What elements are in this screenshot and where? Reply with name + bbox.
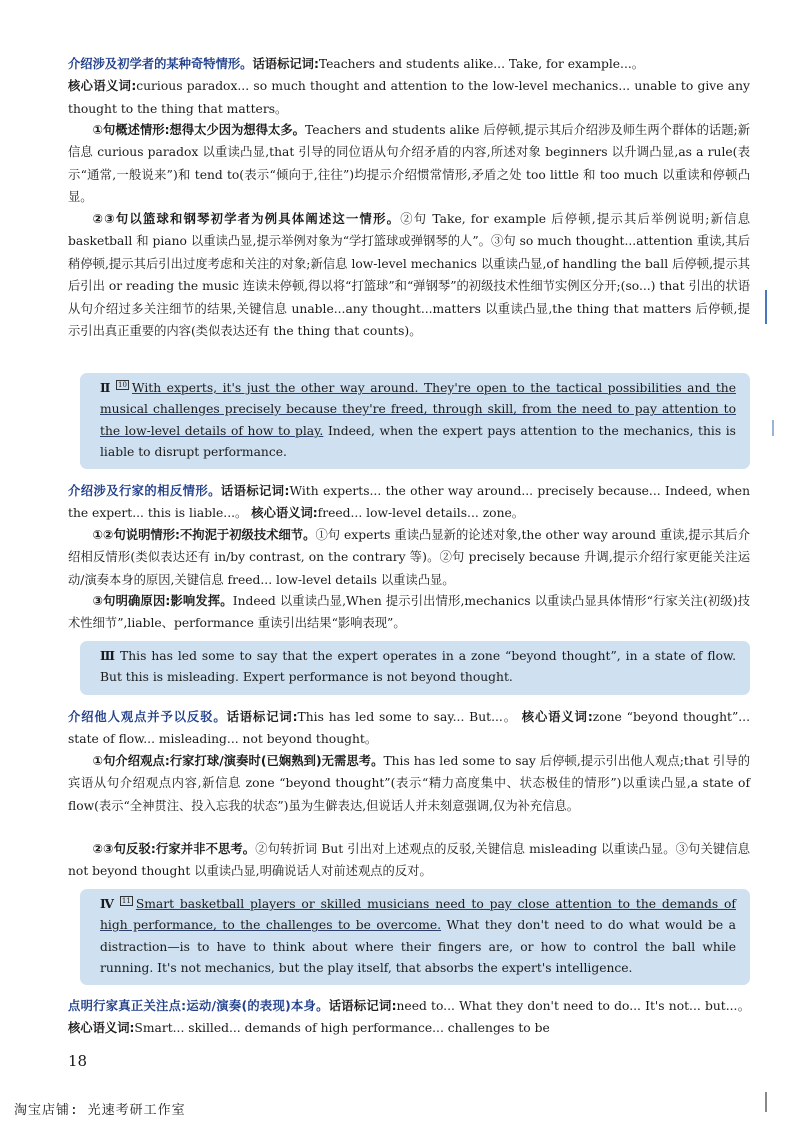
passage-text: What they don't need to do what would be a distraction—is to have to think about where their fingers are, or how to control the ball while running. It's not mechanics, but the play itself, that absorbs the expert's intelligence. xyxy=(100,918,736,976)
sentence-analysis-label: ③句明确原因:影响发挥。 xyxy=(92,594,233,608)
margin-mark xyxy=(765,1092,767,1112)
underlined-sentence: Smart basketball players or skilled musicians need to pay close attention to the demands of high performance, to the challenges to be overcome. xyxy=(100,897,736,933)
section-heading: 介绍涉及行家的相反情形。 xyxy=(68,484,221,498)
paragraph-3 xyxy=(68,208,750,342)
paragraph-1 xyxy=(68,53,750,120)
text: Teachers and students alike 后停顿,提示其后介绍涉及师生两个群体的话题;新信息 curious paradox 以重读凸显,that 引导的同位语从句介绍矛盾的内容,所述对象 beginners 以升调凸显,as a rule(表示“通常,一般说来”)和 tend to(表示“倾向于,往往”)均提示介绍惯常情形,矛盾之处 too little 和 too much 以重读和停顿凸显。 xyxy=(68,123,750,205)
text: With experts... the other way around... precisely because... Indeed, when the expert... this is liable...。 xyxy=(68,484,750,521)
paragraph-7 xyxy=(68,706,750,751)
section-heading: 点明行家真正关注点:运动/演奏(的表现)本身。 xyxy=(68,999,329,1013)
label: 话语标记词: xyxy=(226,710,298,724)
text: ②句 Take, for example 后停顿,提示其后举例说明;新信息 basketball 和 piano 以重读凸显,提示举例对象为“学打篮球或弹钢琴的人”。③句 so much thought...attention 重读,其后稍停顿,提示其后引出过度考虑和关注的对象;新信息 low-level mechanics 以重读凸显,of handling the ball 后停顿,提示其后引出 or reading the music 连读未停顿,得以将“打篮球”和“弹钢琴”的初级技术性细节实例区分开;(so...) that 引出的状语从句介绍过多关注细节的结果,关键信息 unable...any thought...matters 以重读凸显,the thing that matters 后停顿,提示引出真正重要的内容(类似表达还有 the thing that counts)。 xyxy=(68,212,751,339)
shop-watermark: 淘宝店铺: 光速考研工作室 xyxy=(14,1103,186,1118)
text: ②句转折词 But 引出对上述观点的反驳,关键信息 misleading 以重读凸显。③句关键信息 not beyond thought 以重读凸显,明确说话人对前述观点的反对。 xyxy=(68,842,750,879)
section-number: Ⅲ xyxy=(100,648,117,663)
passage-text: This has led some to say that the expert operates in a zone “beyond thought”, in a state of flow. But this is misleading. Expert performance is not beyond thought. xyxy=(100,649,736,685)
margin-mark xyxy=(765,290,767,324)
passage-box-3 xyxy=(80,641,750,695)
label: 核心语义词: xyxy=(251,506,318,521)
passage-text: Indeed, when the expert pays attention to the mechanics, this is liable to disrupt performance. xyxy=(100,423,736,460)
sentence-analysis-label: ①②句说明情形:不拘泥于初级技术细节。 xyxy=(92,528,316,542)
text: This has led some to say... But...。 xyxy=(297,710,517,724)
text: curious paradox... so much thought and attention to the low-level mechanics... unable to give any thought to the thing that matters。 xyxy=(68,79,751,116)
paragraph-4 xyxy=(68,480,750,525)
label: 核心语义词: xyxy=(68,1021,135,1036)
text: need to... What they don't need to do... It's not... but...。 xyxy=(396,999,751,1013)
question-marker: 10 xyxy=(118,381,127,389)
text: Teachers and students alike... Take, for example...。 xyxy=(318,57,645,71)
paragraph-10 xyxy=(68,995,750,1040)
paragraph-6 xyxy=(68,590,750,635)
text: This has led some to say 后停顿,提示引出他人观点;that 引导的宾语从句介绍观点内容,新信息 zone “beyond thought”(表示“精力高度集中、状态极佳的情形”)以重读凸显,a state of flow(表示“全神贯注、投入忘我的状态”)虽为生僻表达,但说话人并未刻意强调,仅为补充信息。 xyxy=(68,754,750,813)
label: 话语标记词: xyxy=(252,57,319,71)
page-number: 18 xyxy=(68,1052,88,1070)
sentence-analysis-label: ②③句反驳:行家并非不思考。 xyxy=(92,842,256,856)
paragraph-2 xyxy=(68,119,750,209)
label: 核心语义词: xyxy=(68,79,137,94)
label: 话语标记词: xyxy=(328,999,397,1013)
section-heading: 介绍他人观点并予以反驳。 xyxy=(68,710,227,724)
paragraph-9 xyxy=(68,838,750,883)
passage-box-2 xyxy=(80,373,750,469)
text: zone “beyond thought”... state of flow... misleading... not beyond thought。 xyxy=(68,710,750,747)
section-number: Ⅱ xyxy=(100,380,112,395)
text: Smart... skilled... demands of high performance... challenges to be xyxy=(134,1021,550,1036)
passage-box-4 xyxy=(80,889,750,985)
margin-mark xyxy=(772,420,774,436)
section-number: Ⅳ xyxy=(100,896,116,911)
text: ①句 experts 重读凸显新的论述对象,the other way around 重读,提示其后介绍相反情形(类似表达还有 in/by contrast, on the contrary 等)。②句 precisely because 升调,提示介绍行家更能关注运动/演奏本身的原因,关键信息 freed... low-level details 以重读凸显。 xyxy=(68,528,750,587)
label: 话语标记词: xyxy=(220,484,290,498)
section-heading: 介绍涉及初学者的某种奇特情形。 xyxy=(68,57,253,71)
paragraph-5 xyxy=(68,524,750,591)
sentence-analysis-label: ①句概述情形:想得太少因为想得太多。 xyxy=(92,123,305,137)
text: freed... low-level details... zone。 xyxy=(317,506,525,521)
question-marker: 11 xyxy=(121,897,131,905)
paragraph-8 xyxy=(68,750,750,817)
sentence-analysis-label: ②③句以篮球和钢琴初学者为例具体阐述这一情形。 xyxy=(92,212,401,226)
label: 核心语义词: xyxy=(521,710,593,724)
underlined-sentence: With experts, it's just the other way around. They're open to the tactical possibilities and the musical challenges precisely because they're freed, through skill, from the need to pay attention to the low-level details of how to play. xyxy=(100,381,736,438)
sentence-analysis-label: ①句介绍观点:行家打球/演奏时(已娴熟到)无需思考。 xyxy=(92,754,384,768)
text: Indeed 以重读凸显,When 提示引出情形,mechanics 以重读凸显具体情形“行家关注(初级)技术性细节”,liable、performance 重读引出结果“影响表现”。 xyxy=(68,594,750,631)
